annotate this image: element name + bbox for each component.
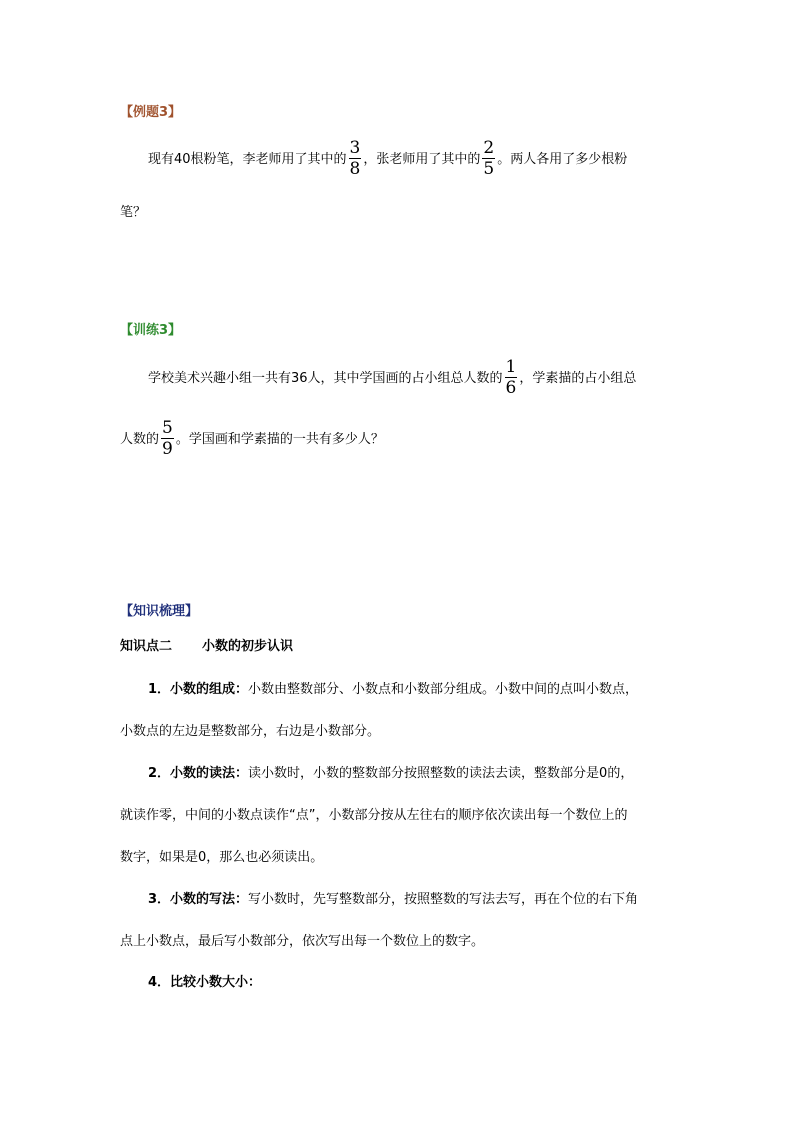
training-3-line-1 (148, 359, 636, 398)
fraction-denominator: 6 (505, 378, 517, 398)
knowledge-point-label: 知识点二 (120, 639, 173, 654)
fraction-denominator: 8 (349, 159, 361, 179)
knowledge-heading: 【知识梳理】 (120, 604, 199, 619)
training-3-line-2 (120, 420, 384, 459)
training-3-text-b: ，学素描的占小组总 (519, 371, 637, 386)
knowledge-item-2-line-2: 就读作零，中间的小数点读作“点”，小数部分按从左往右的顺序依次读出每一个数位上的 (120, 808, 628, 823)
knowledge-item-3-line-1 (148, 892, 638, 908)
training-3-text-a: 学校美术兴趣小组一共有36人，其中学国画的占小组总人数的 (148, 371, 503, 386)
knowledge-item-3-text-1: 写小数时，先写整数部分，按照整数的写法去写，再在个位的右下角 (248, 892, 639, 907)
fraction-denominator: 5 (483, 159, 495, 179)
knowledge-item-1-line-2: 小数点的左边是整数部分，右边是小数部分。 (120, 724, 381, 739)
fraction-numerator: 2 (483, 138, 495, 158)
fraction-3-8 (349, 139, 362, 178)
knowledge-item-3-term: 3．小数的写法： (148, 892, 249, 907)
knowledge-item-1-line-1 (148, 682, 638, 698)
knowledge-item-2-line-1 (148, 766, 633, 782)
knowledge-item-2-line-3: 数字，如果是0，那么也必须读出。 (120, 850, 324, 865)
example-3-heading: 【例题3】 (120, 105, 182, 120)
training-3-text-d: 。学国画和学素描的一共有多少人？ (175, 432, 384, 447)
fraction-numerator: 3 (349, 138, 361, 158)
fraction-denominator: 9 (162, 439, 173, 459)
knowledge-item-2-term: 2．小数的读法： (148, 766, 249, 781)
knowledge-item-1-text-1: 小数由整数部分、小数点和小数部分组成。小数中间的点叫小数点， (248, 682, 639, 697)
knowledge-item-1-term: 1．小数的组成： (148, 682, 249, 697)
fraction-numerator: 1 (505, 357, 517, 377)
training-3-text-c: 人数的 (120, 432, 160, 447)
knowledge-item-4-term: 4．比较小数大小： (148, 975, 262, 990)
fraction-1-6 (505, 358, 518, 397)
fraction-5-9 (161, 419, 174, 458)
fraction-2-5 (482, 139, 495, 178)
example-3-text-a: 现有40根粉笔，李老师用了其中的 (148, 152, 347, 167)
fraction-numerator: 5 (162, 418, 173, 438)
knowledge-item-3-line-2: 点上小数点，最后写小数部分，依次写出每一个数位上的数字。 (120, 934, 485, 949)
training-3-heading: 【训练3】 (120, 323, 182, 338)
example-3-line-1 (148, 140, 627, 179)
knowledge-item-2-text-1: 读小数时，小数的整数部分按照整数的读法去读，整数部分是0的， (248, 766, 634, 781)
knowledge-point-title: 小数的初步认识 (202, 639, 294, 654)
example-3-text-b: ，张老师用了其中的 (363, 152, 481, 167)
knowledge-point-heading (120, 639, 293, 655)
example-3-line-2: 笔？ (120, 205, 147, 220)
example-3-text-c: 。两人各用了多少根粉 (497, 152, 628, 167)
